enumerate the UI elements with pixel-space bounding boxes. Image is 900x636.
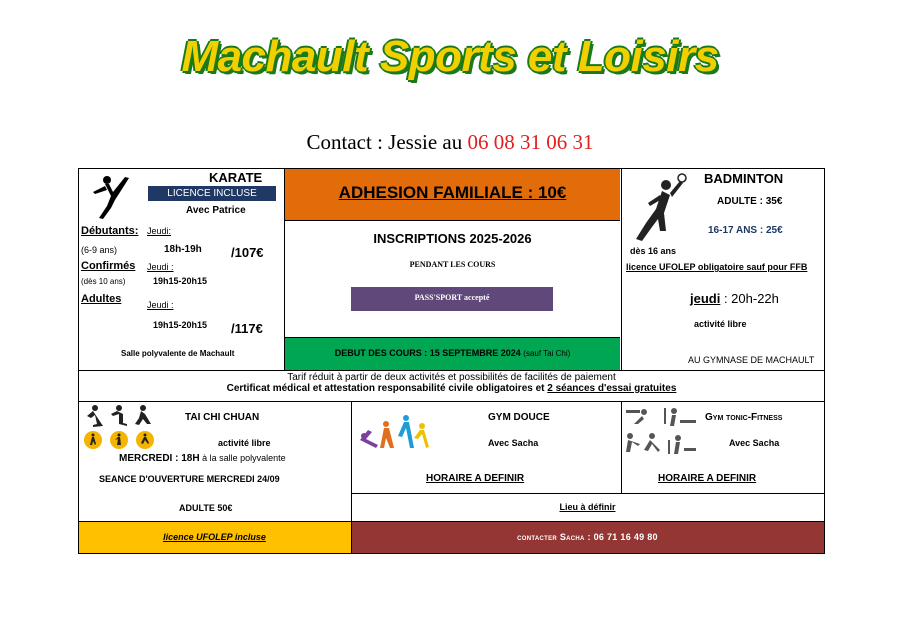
karate-confirmes-day: Jeudi : bbox=[147, 262, 174, 272]
info-line1: Tarif réduit à partir de deux activités et possibilités de facilités de paiement bbox=[287, 372, 616, 383]
gymdouce-horaire: HORAIRE A DEFINIR bbox=[426, 473, 525, 484]
badminton-libre: activité libre bbox=[694, 319, 747, 329]
badminton-venue: AU GYMNASE DE MACHAULT bbox=[688, 355, 815, 365]
contact-line bbox=[0, 130, 900, 155]
karate-icon bbox=[85, 172, 135, 222]
taichi-mercredi bbox=[119, 453, 286, 464]
badminton-panel bbox=[621, 168, 825, 371]
taichi-seance: SEANCE D'OUVERTURE MERCREDI 24/09 bbox=[99, 474, 280, 484]
inscriptions-title: INSCRIPTIONS 2025-2026 bbox=[373, 231, 532, 246]
gymtonic-icon bbox=[624, 406, 698, 456]
karate-debutants: Débutants: bbox=[81, 225, 139, 237]
lieu-text: Lieu à définir bbox=[559, 502, 616, 512]
badminton-adulte: ADULTE : 35€ bbox=[717, 196, 783, 207]
debut-label: DEBUT DES COURS : 15 SEPTEMBRE 2024 bbox=[334, 348, 521, 358]
karate-debutants-time: 18h-19h bbox=[164, 244, 202, 255]
karate-confirmes-time: 19h15-20h15 bbox=[153, 276, 208, 286]
pendant-cours: PENDANT LES COURS bbox=[409, 260, 496, 269]
badminton-icon bbox=[626, 173, 688, 243]
gymdouce-panel bbox=[351, 401, 622, 494]
contacter-panel bbox=[351, 521, 825, 554]
taichi-mercredi-time: MERCREDI : 18H bbox=[119, 453, 200, 464]
badminton-title: BADMINTON bbox=[704, 171, 784, 186]
karate-confirmes-age: (dès 10 ans) bbox=[81, 277, 126, 286]
adhesion-text: ADHESION FAMILIALE : 10€ bbox=[338, 183, 567, 202]
taichi-title: TAI CHI CHUAN bbox=[185, 412, 260, 423]
gymdouce-title: GYM DOUCE bbox=[488, 412, 550, 423]
karate-confirmes: Confirmés bbox=[81, 260, 136, 272]
contact-phone: 06 08 31 06 31 bbox=[467, 130, 594, 154]
karate-venue: Salle polyvalente de Machault bbox=[121, 349, 235, 358]
karate-licence-badge: LICENCE INCLUSE bbox=[148, 186, 276, 201]
info-panel bbox=[78, 370, 825, 402]
contact-label: Contact : Jessie au bbox=[306, 130, 468, 154]
badminton-des16: dès 16 ans bbox=[630, 246, 677, 256]
karate-adultes-time: 19h15-20h15 bbox=[153, 320, 208, 330]
karate-title: KARATE bbox=[209, 170, 263, 185]
debut-note: (sauf Tai Chi) bbox=[523, 349, 571, 358]
taichi-icon bbox=[83, 404, 155, 450]
center-panel bbox=[284, 168, 622, 371]
karate-panel bbox=[78, 168, 285, 371]
karate-price-107: /107€ bbox=[231, 245, 264, 260]
badminton-jeudi: jeudi bbox=[690, 291, 721, 306]
gymtonic-horaire: HORAIRE A DEFINIR bbox=[658, 473, 757, 484]
info-line2-text: Certificat médical et attestation responsabilité civile obligatoires et bbox=[226, 383, 548, 394]
taichi-panel bbox=[78, 401, 352, 522]
taichi-licence: licence UFOLEP incluse bbox=[163, 532, 266, 542]
karate-adultes: Adultes bbox=[81, 293, 122, 305]
taichi-licence-panel bbox=[78, 521, 352, 554]
taichi-adulte: ADULTE 50€ bbox=[179, 503, 233, 513]
gymtonic-panel bbox=[621, 401, 825, 494]
karate-debutants-age: (6-9 ans) bbox=[81, 245, 118, 255]
gymtonic-title: Gym tonic-Fitness bbox=[705, 412, 783, 423]
karate-price-117: /117€ bbox=[231, 321, 263, 336]
passsport-badge: PASS'SPORT accepté bbox=[351, 287, 553, 311]
badminton-schedule bbox=[690, 291, 779, 306]
adhesion-banner bbox=[285, 169, 620, 221]
gymtonic-coach: Avec Sacha bbox=[729, 438, 780, 448]
gymdouce-coach: Avec Sacha bbox=[488, 438, 539, 448]
page-title: Machault Sports et Loisirs bbox=[181, 32, 719, 81]
taichi-mercredi-loc: à la salle polyvalente bbox=[199, 453, 286, 463]
karate-coach: Avec Patrice bbox=[186, 205, 246, 216]
badminton-time: : 20h-22h bbox=[720, 291, 779, 306]
debut-banner bbox=[285, 337, 620, 371]
karate-debutants-day: Jeudi: bbox=[147, 226, 172, 236]
badminton-jeunes: 16-17 ANS : 25€ bbox=[708, 225, 783, 236]
badminton-licence: licence UFOLEP obligatoire sauf pour FFB bbox=[626, 262, 808, 272]
info-essai: 2 séances d'essai gratuites bbox=[547, 383, 677, 394]
taichi-libre: activité libre bbox=[218, 438, 271, 448]
karate-adultes-day: Jeudi : bbox=[147, 300, 174, 310]
contacter-sacha: contacter Sacha : 06 71 16 49 80 bbox=[517, 532, 658, 542]
gymdouce-icon bbox=[356, 412, 430, 450]
info-line2 bbox=[79, 383, 824, 394]
lieu-panel bbox=[351, 493, 825, 522]
debut-text bbox=[285, 348, 620, 358]
